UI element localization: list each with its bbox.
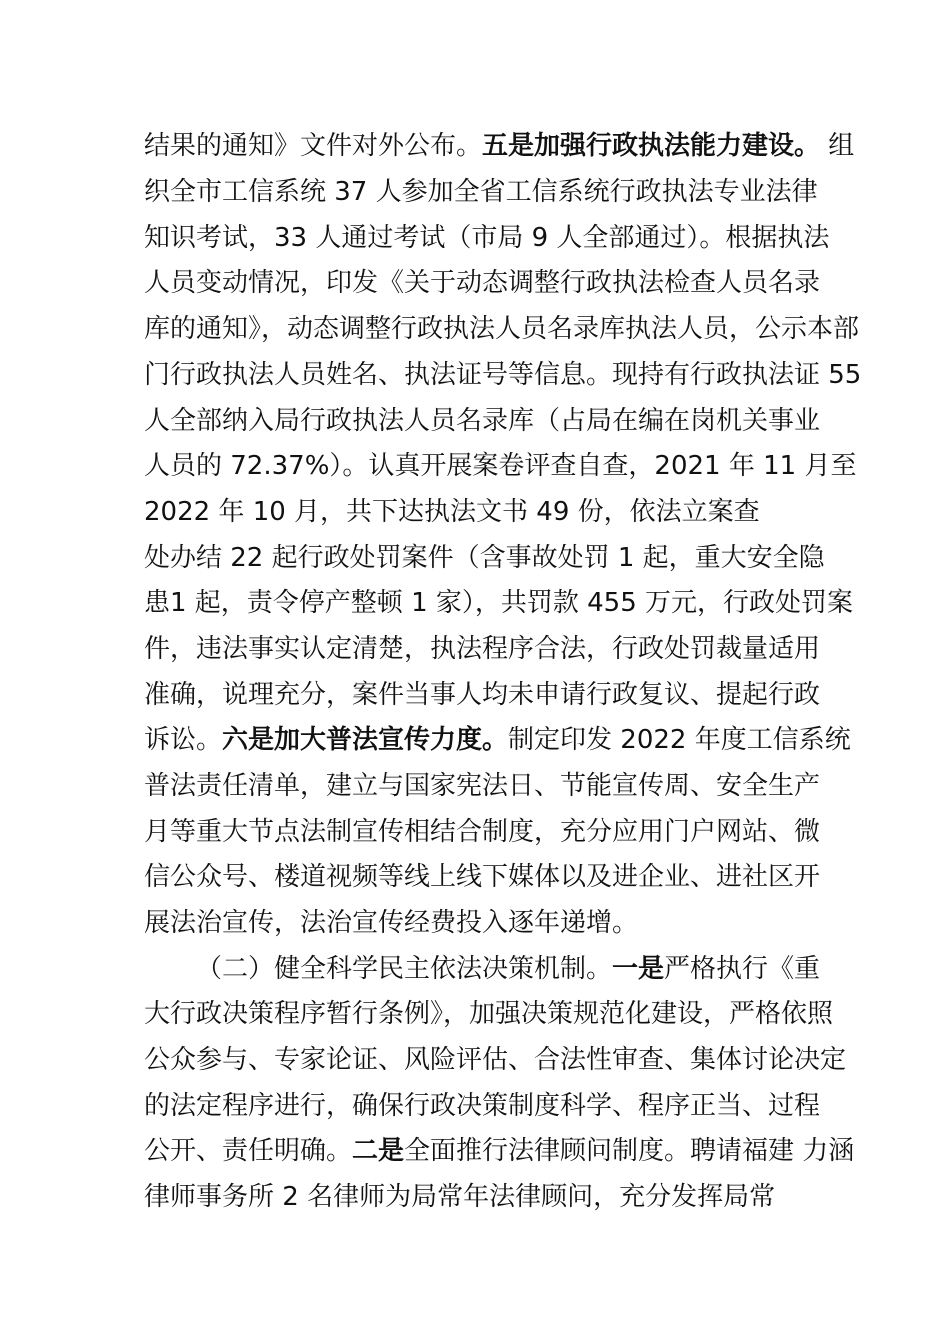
text-line (144, 357, 861, 393)
text-line (144, 1179, 775, 1215)
text-segment: 公众参与、专家论证、风险评估、合法性审查、集体讨论决定 (144, 1045, 847, 1075)
text-segment: 公开、责任明确。 (144, 1136, 353, 1166)
text-segment: 全面推行法律顾问制度。聘请福建 力涵 (404, 1136, 855, 1166)
text-segment: 大行政决策程序暂行条例》，加强决策规范化建设，严格依照 (144, 999, 834, 1029)
text-segment: 律师事务所 2 名律师为局常年法律顾问，充分发挥局常 (144, 1182, 776, 1212)
text-segment: 准确，说理充分，案件当事人均未申请行政复议、提起行政 (144, 680, 821, 710)
text-line (144, 540, 825, 576)
text-line (144, 174, 818, 210)
text-line (144, 585, 853, 621)
text-segment: 件，违法事实认定清楚，执法程序合法，行政处罚裁量适用 (144, 634, 821, 664)
text-segment: 人员的 72.37%）。认真开展案卷评查自查，2021 年 11 月至 (144, 451, 857, 481)
text-segment: 的法定程序进行，确保行政决策制度科学、程序正当、过程 (144, 1091, 821, 1121)
text-segment: 严格执行《重 (664, 954, 821, 984)
text-line (144, 1133, 854, 1169)
text-line (144, 996, 833, 1032)
text-line (144, 722, 851, 758)
text-segment: 诉讼。 (144, 725, 223, 755)
text-segment: 信公众号、楼道视频等线上线下媒体以及进企业、进社区开 (144, 862, 821, 892)
text-segment: 组 (820, 131, 855, 161)
text-line (144, 905, 638, 941)
section-heading: （二）健全科学民主依法决策机制。 (196, 954, 613, 984)
text-segment: 制定印发 2022 年度工信系统 (508, 725, 851, 755)
text-line (144, 403, 820, 439)
text-segment: 普法责任清单，建立与国家宪法日、节能宣传周、安全生产 (144, 771, 821, 801)
text-line (144, 768, 820, 804)
text-segment: 处办结 22 起行政处罚案件（含事故处罚 1 起，重大安全隐 (144, 543, 825, 573)
text-segment: 月等重大节点法制宣传相结合制度，充分应用门户网站、微 (144, 817, 821, 847)
text-line (144, 1088, 820, 1124)
text-line (144, 311, 859, 347)
text-line (144, 859, 820, 895)
text-segment: 人全部纳入局行政执法人员名录库（占局在编在岗机关事业 (144, 406, 821, 436)
text-line (144, 220, 829, 256)
text-segment: 知识考试，33 人通过考试（市局 9 人全部通过）。根据执法 (144, 223, 830, 253)
text-segment: 展法治宣传，法治宣传经费投入逐年递增。 (144, 908, 639, 938)
bold-heading: 二是 (352, 1136, 405, 1166)
bold-heading: 一是 (612, 954, 665, 984)
bold-heading: 六是加大普法宣传力度。 (222, 725, 509, 755)
text-segment: 库的通知》，动态调整行政执法人员名录库执法人员，公示本部 (144, 314, 860, 344)
bold-heading: 五是加强行政执法能力建设。 (482, 131, 821, 161)
text-line (144, 814, 820, 850)
text-line (144, 677, 820, 713)
text-segment: 织全市工信系统 37 人参加全省工信系统行政执法专业法律 (144, 177, 818, 207)
text-segment: 门行政执法人员姓名、执法证号等信息。现持有行政执法证 55 (144, 360, 862, 390)
text-segment: 患1 起，责令停产整顿 1 家），共罚款 455 万元，行政处罚案 (144, 588, 854, 618)
text-segment: 结果的通知》文件对外公布。 (144, 131, 483, 161)
text-line (144, 448, 856, 484)
text-line (144, 128, 854, 164)
text-segment: 2022 年 10 月，共下达执法文书 49 份，依法立案查 (144, 497, 760, 527)
text-line (196, 951, 820, 987)
text-line (144, 494, 760, 530)
text-line (144, 631, 820, 667)
text-line (144, 1042, 846, 1078)
text-line (144, 265, 820, 301)
text-segment: 人员变动情况，印发《关于动态调整行政执法检查人员名录 (144, 268, 821, 298)
